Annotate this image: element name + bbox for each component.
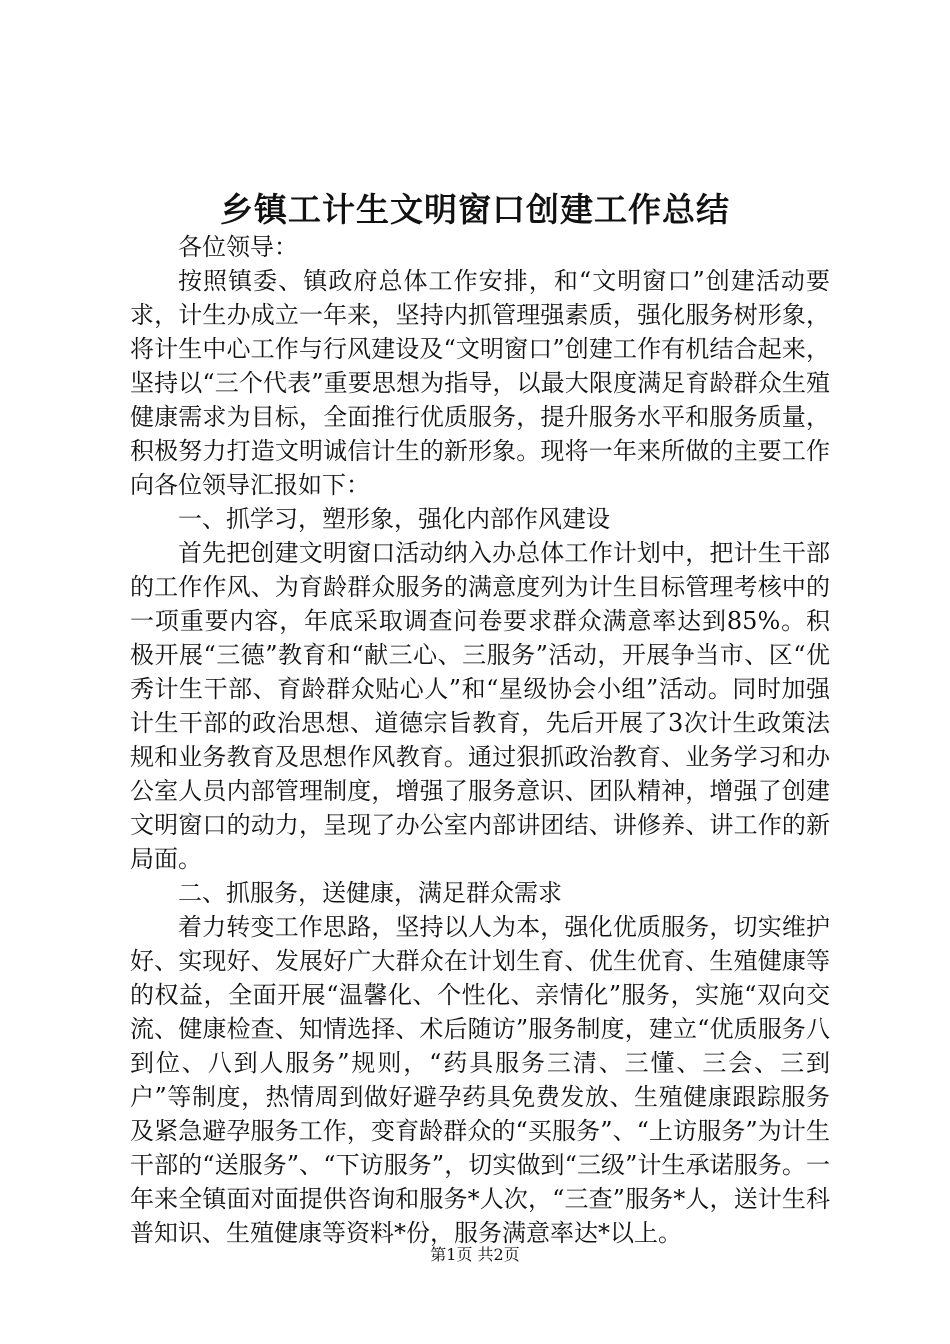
document-title: 乡镇工计生文明窗口创建工作总结 xyxy=(220,190,730,229)
section-heading-2: 二、抓服务，送健康，满足群众需求 xyxy=(178,879,562,907)
section-heading-1: 一、抓学习，塑形象，强化内部作风建设 xyxy=(178,505,610,533)
section-1-paragraph: 首先把创建文明窗口活动纳入办总体工作计划中，把计生干部的工作作风、为育龄群众服务的满意度列为计生目标管理考核中的一项重要内容，年底采取调查问卷要求群众满意率达到85%。积极开展“三德”教育和“献三心、三服务”活动，开展争当市、区“优秀计生干部、育龄群众贴心人”和“星级协会小组”活动。同时加强计生干部的政治思想、道德宗旨教育，先后开展了3次计生政策法规和业务教育及思想作风教育。通过狠抓政治教育、业务学习和办公室人员内部管理制度，增强了服务意识、团队精神，增强了创建文明窗口的动力，呈现了办公室内部讲团结、讲修养、讲工作的新局面。 xyxy=(130,539,830,873)
salutation: 各位领导： xyxy=(178,233,298,261)
page-number-footer: 第1页 共2页 xyxy=(430,1245,520,1264)
document-body xyxy=(130,230,830,1250)
section-2-paragraph: 着力转变工作思路，坚持以人为本，强化优质服务，切实维护好、实现好、发展好广大群众在计划生育、优生优育、生殖健康等的权益，全面开展“温馨化、个性化、亲情化”服务，实施“双向交流、健康检查、知情选择、术后随访”服务制度，建立“优质服务八到位、八到人服务”规则，“药具服务三清、三懂、三会、三到户”等制度，热情周到做好避孕药具免费发放、生殖健康跟踪服务及紧急避孕服务工作，变育龄群众的“买服务”、“上访服务”为计生干部的“送服务”、“下访服务”，切实做到“三级”计生承诺服务。一年来全镇面对面提供咨询和服务*人次，“三查”服务*人，送计生科普知识、生殖健康等资料*份，服务满意率达*以上。 xyxy=(130,913,830,1247)
intro-paragraph: 按照镇委、镇政府总体工作安排，和“文明窗口”创建活动要求，计生办成立一年来，坚持内抓管理强素质，强化服务树形象，将计生中心工作与行风建设及“文明窗口”创建工作有机结合起来，坚持以“三个代表”重要思想为指导，以最大限度满足育龄群众生殖健康需求为目标，全面推行优质服务，提升服务水平和服务质量，积极努力打造文明诚信计生的新形象。现将一年来所做的主要工作向各位领导汇报如下： xyxy=(130,267,830,499)
